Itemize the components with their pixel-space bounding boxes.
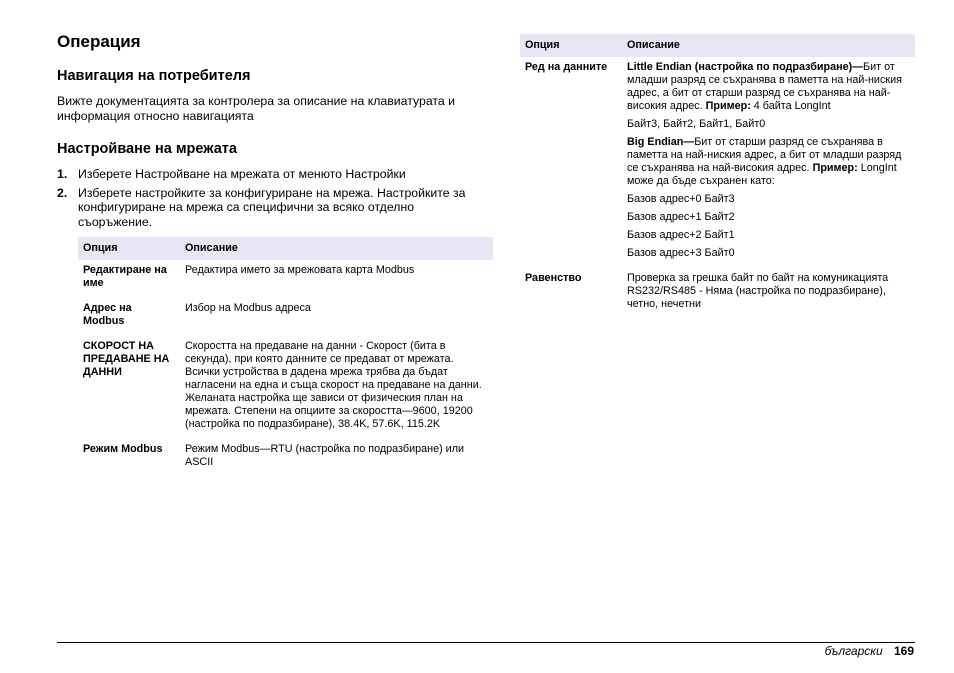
step-text: Изберете настройките за конфигуриране на мрежа. Настройките за конфигуриране на мрежа са специфични за всяко отделно съоръжение. [78,185,466,229]
data-options-table [520,34,915,319]
header-description: Описание [622,34,915,57]
network-options-table [78,237,493,477]
step-text: Изберете Настройване на мрежата от менюто Настройки [78,167,406,181]
option-cell: Редактиране на име [83,264,167,289]
step-number: 2. [57,185,68,200]
header-option: Опция [520,34,622,57]
little-endian-label: Little Endian (настройка по подразбиране)— [627,61,864,73]
network-steps [57,167,472,229]
footer-divider [57,642,915,643]
left-column [57,32,482,477]
table-row [520,268,915,319]
address-line: Базов адрес+1 Байт2 [627,211,735,223]
little-endian-paragraph [627,61,910,113]
network-heading: Настройване на мрежата [57,141,237,157]
option-cell: Ред на данните [525,61,608,73]
header-option: Опция [78,237,180,260]
address-line: Базов адрес+2 Байт1 [627,229,735,241]
list-item [57,186,472,230]
big-endian-label: Big Endian— [627,136,695,148]
page-footer [825,644,914,658]
big-endian-text: Бит от старши разряд се съхранява в паметта на най-ниския адрес, а бит от младши разряд се съхранява на най-високия адрес. [627,136,902,174]
big-endian-example-label: Пример: [812,162,858,174]
description-cell: Проверка за грешка байт по байт на комуникацията RS232/RS485 - Няма (настройка по подразбиране), четно, нечетни [627,272,889,310]
address-line: Базов адрес+0 Байт3 [627,193,735,205]
option-cell: Равенство [525,272,582,284]
table-row [520,57,915,268]
footer-language: български [824,644,883,658]
little-endian-example-label: Пример: [705,100,751,112]
description-cell: Скоростта на предаване на данни - Скорост (бита в секунда), при която данните се предават от мрежата. Всички устройства в дадена мрежа трябва да бъдат нагласени на една и съща скорост на предаване на данни. Желаната настройка ще зависи от физическия план на мрежата. Степени на опциите за скоростта—9600, 19200 (настройка по подразбиране), 38.4K, 57.6K, 115.2K [185,340,482,430]
little-endian-example-text: 4 байта LongInt [750,100,831,112]
description-cell: Избор на Modbus адреса [185,302,311,314]
nav-heading: Навигация на потребителя [57,68,251,84]
table-header-row [78,237,493,260]
table-row [78,439,493,477]
description-cell: Режим Modbus—RTU (настройка по подразбиране) или ASCII [185,443,465,468]
table-row [78,260,493,298]
header-description: Описание [180,237,493,260]
little-endian-bytes: Байт3, Байт2, Байт1, Байт0 [627,118,766,130]
description-cell [622,57,915,268]
option-cell: СКОРОСТ НА ПРЕДАВАНЕ НА ДАННИ [83,340,170,378]
list-item [57,167,472,182]
big-endian-example-text: LongInt може да бъде съхранен като: [627,162,897,187]
section-title: Операция [57,32,141,51]
right-column [520,34,915,319]
table-row [78,298,493,336]
option-cell: Режим Modbus [83,443,163,455]
nav-text: Вижте документацията за контролера за описание на клавиатурата и информация относно навигацията [57,94,456,123]
page-number: 169 [893,644,914,658]
table-row [78,336,493,439]
big-endian-paragraph [627,136,910,188]
table-header-row [520,34,915,57]
description-cell: Редактира името за мрежовата карта Modbus [185,264,415,276]
step-number: 1. [57,167,68,181]
option-cell: Адрес на Modbus [83,302,132,327]
address-line: Базов адрес+3 Байт0 [627,247,735,259]
little-endian-text: Бит от младши разряд се съхранява в паметта на най-ниския адрес, а бит от старши разряд се съхранява на най-високия адрес. [627,61,902,112]
